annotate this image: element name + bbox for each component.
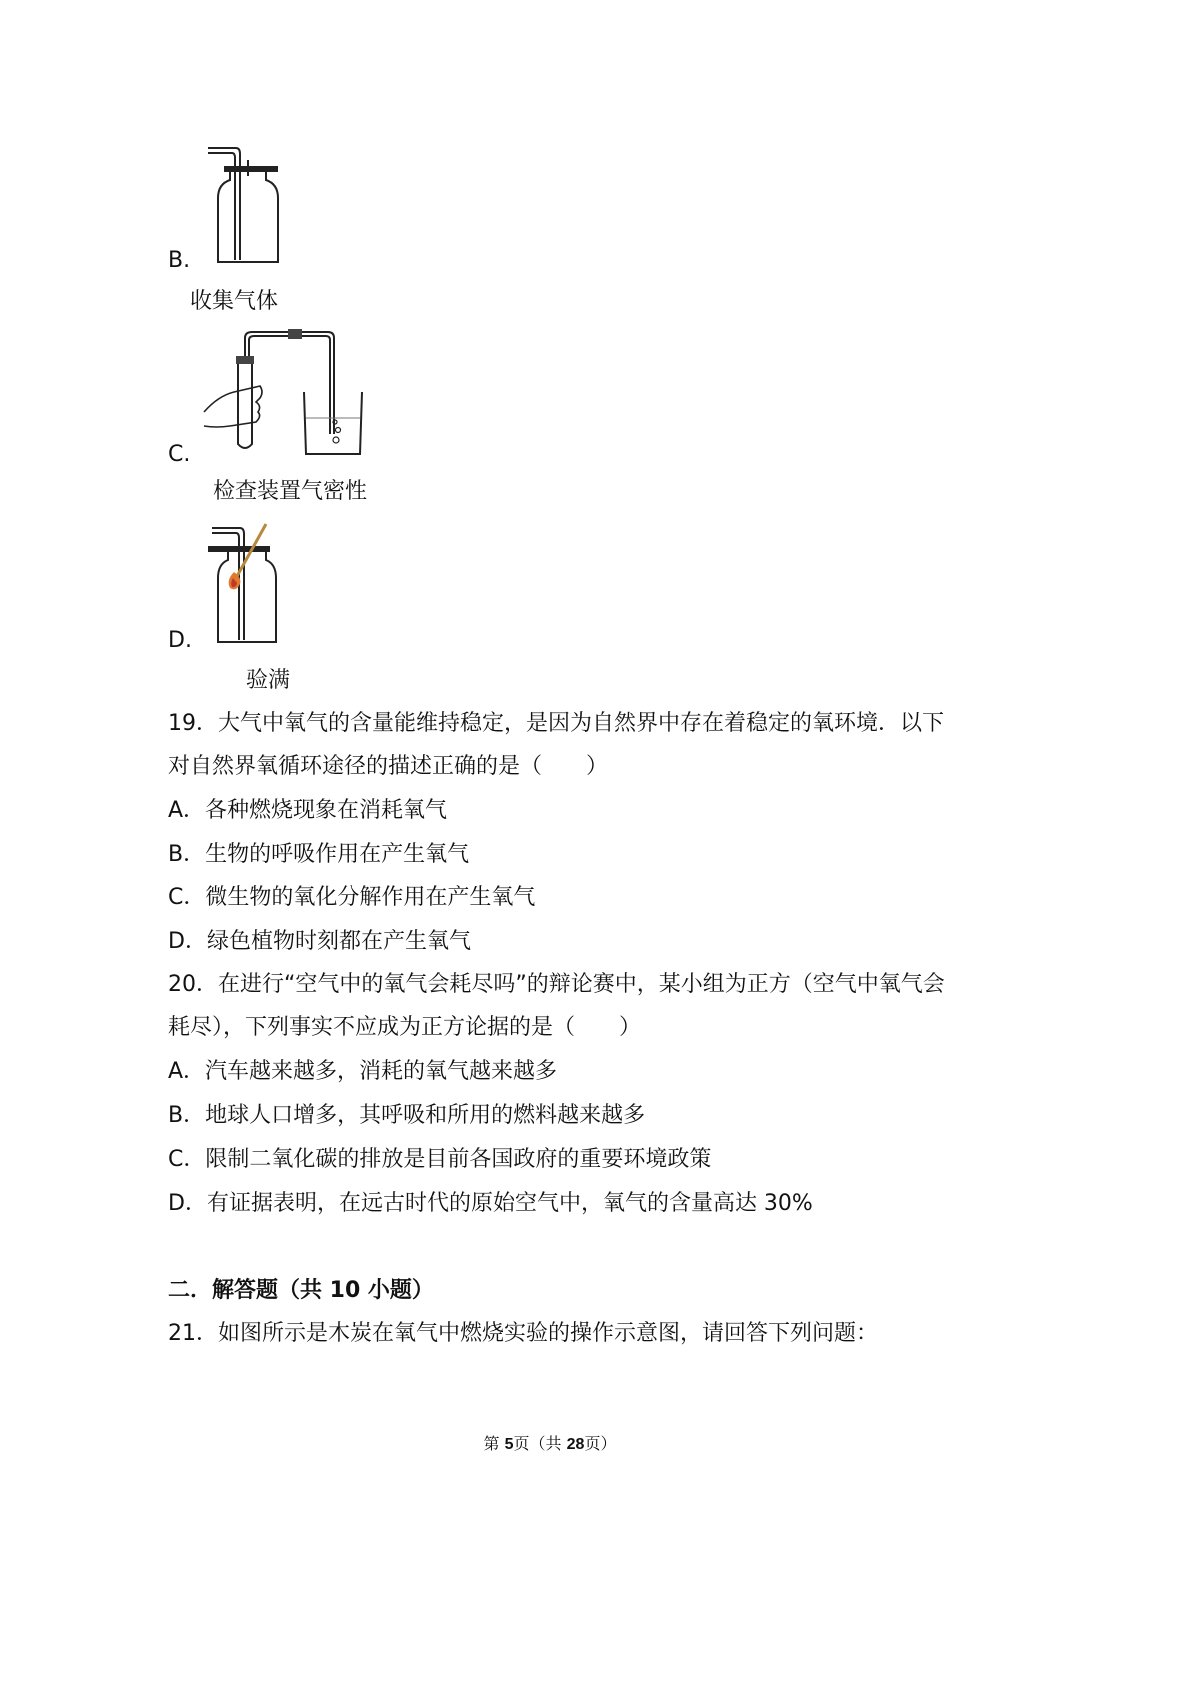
option-c-caption: 检查装置气密性 (213, 479, 368, 504)
question-20-option-d: D．有证据表明，在远古时代的原始空气中，氧气的含量高达 30% (168, 1191, 813, 1216)
question-19-option-a: A．各种燃烧现象在消耗氧气 (168, 798, 448, 823)
footer-middle: 页（共 (513, 1434, 567, 1453)
question-21-stem: 21．如图所示是木炭在氧气中燃烧实验的操作示意图，请回答下列问题： (168, 1321, 878, 1346)
option-b-letter: B. (168, 248, 191, 273)
question-19-stem-line2: 对自然界氧循环途径的描述正确的是（ ） (168, 754, 609, 779)
question-19-option-d: D．绿色植物时刻都在产生氧气 (168, 929, 471, 954)
footer-prefix: 第 (483, 1434, 505, 1453)
question-20-option-b: B．地球人口增多，其呼吸和所用的燃料越来越多 (168, 1103, 646, 1128)
footer-suffix: 页） (584, 1434, 617, 1453)
footer-page-number: 5 (504, 1436, 514, 1453)
question-20-stem-line1: 20．在进行“空气中的氧气会耗尽吗”的辩论赛中，某小组为正方（空气中氧气会 (168, 972, 945, 997)
option-b-caption: 收集气体 (190, 289, 279, 314)
option-d-caption: 验满 (246, 668, 291, 693)
question-20-stem-line2: 耗尽），下列事实不应成为正方论据的是（ ） (168, 1015, 642, 1040)
gas-collection-bottle-figure (200, 140, 290, 270)
question-19-option-b: B．生物的呼吸作用在产生氧气 (168, 842, 470, 867)
full-check-figure (200, 520, 290, 650)
option-c-letter: C. (168, 442, 191, 467)
airtightness-check-figure (200, 326, 370, 466)
footer-total-pages: 28 (566, 1436, 585, 1453)
question-20-option-a: A．汽车越来越多，消耗的氧气越来越多 (168, 1059, 558, 1084)
section-heading: 二．解答题（共 10 小题） (168, 1278, 434, 1303)
page-footer (0, 1434, 1100, 1455)
question-19-stem-line1: 19．大气中氧气的含量能维持稳定，是因为自然界中存在着稳定的氧环境．以下 (168, 711, 944, 736)
option-d-letter: D. (168, 628, 192, 653)
question-20-option-c: C．限制二氧化碳的排放是目前各国政府的重要环境政策 (168, 1147, 712, 1172)
question-19-option-c: C．微生物的氧化分解作用在产生氧气 (168, 885, 536, 910)
